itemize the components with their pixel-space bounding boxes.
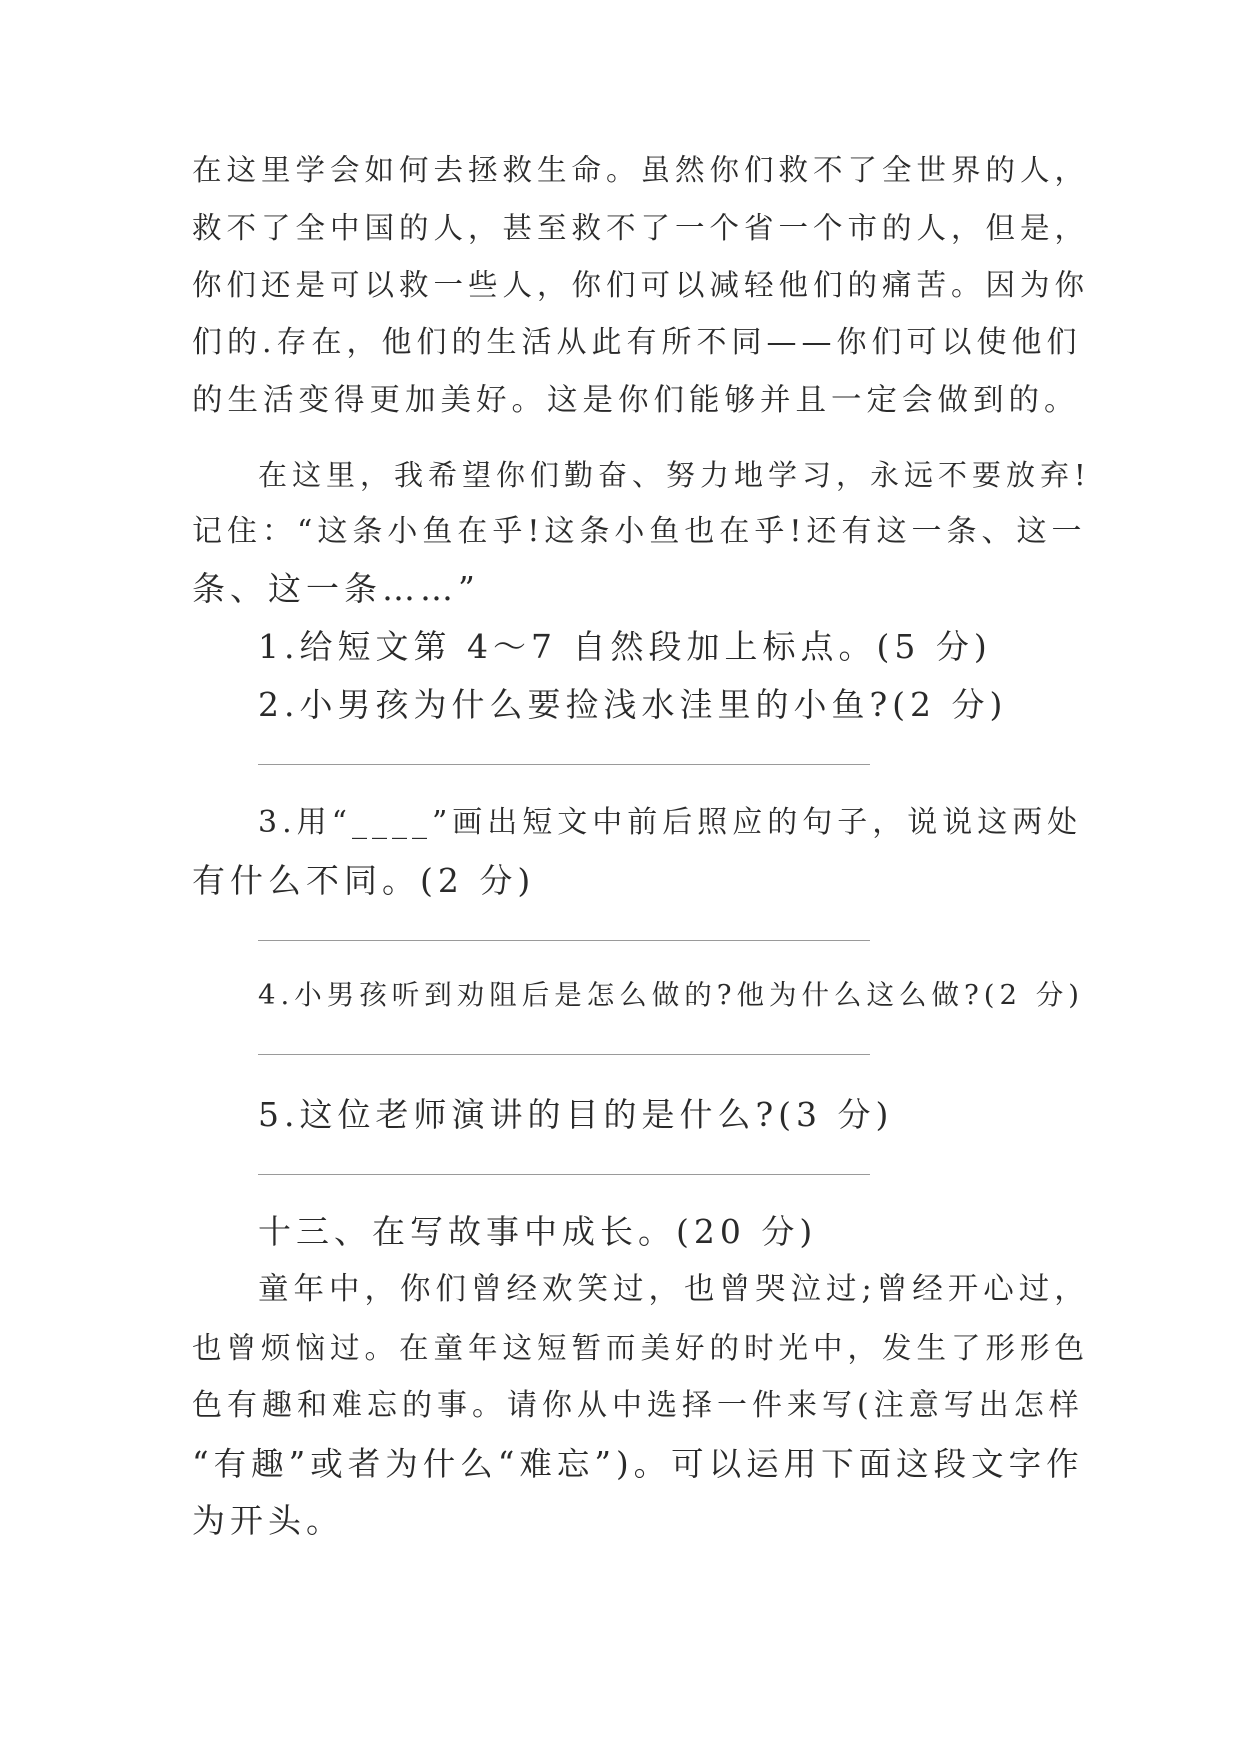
question-2: 2.小男孩为什么要捡浅水洼里的小鱼?(2 分) — [258, 685, 1008, 724]
section-13-line-1: 童年中，你们曾经欢笑过，也曾哭泣过;曾经开心过， — [258, 1272, 1090, 1307]
passage-line-1: 在这里学会如何去拯救生命。虽然你们救不了全世界的人， — [192, 153, 1090, 187]
closing-line-2: 记住：“这条小鱼在乎!这条小鱼也在乎!还有这一条、这一 — [192, 514, 1087, 549]
question-5: 5.这位老师演讲的目的是什么?(3 分) — [258, 1095, 894, 1134]
answer-line-q5[interactable] — [258, 1174, 870, 1175]
answer-line-q2[interactable] — [258, 764, 870, 765]
section-13-line-4: “有趣”或者为什么“难忘”)。可以运用下面这段文字作 — [192, 1445, 1084, 1483]
section-13-line-2: 也曾烦恼过。在童年这短暂而美好的时光中，发生了形形色 — [192, 1331, 1090, 1365]
passage-line-5: 的生活变得更加美好。这是你们能够并且一定会做到的。 — [192, 383, 1080, 418]
answer-line-q3[interactable] — [258, 940, 870, 941]
passage-line-3: 你们还是可以救一些人，你们可以减轻他们的痛苦。因为你 — [192, 268, 1090, 302]
question-1: 1.给短文第 4～7 自然段加上标点。(5 分) — [258, 627, 992, 666]
closing-line-1: 在这里，我希望你们勤奋、努力地学习，永远不要放弃! — [258, 458, 1091, 492]
answer-line-q4[interactable] — [258, 1054, 870, 1055]
passage-line-4: 们的.存在，他们的生活从此有所不同——你们可以使他们 — [192, 325, 1082, 360]
question-3-line-2: 有什么不同。(2 分) — [192, 861, 536, 900]
question-4: 4.小男孩听到劝阻后是怎么做的?他为什么这么做?(2 分) — [258, 979, 1084, 1011]
question-3-line-1: 3.用“____”画出短文中前后照应的句子，说说这两处 — [258, 805, 1083, 840]
section-13-heading: 十三、在写故事中成长。(20 分) — [258, 1212, 818, 1251]
passage-line-2: 救不了全中国的人，甚至救不了一个省一个市的人，但是， — [192, 211, 1090, 245]
section-13-line-5: 为开头。 — [192, 1501, 344, 1540]
section-13-line-3: 色有趣和难忘的事。请你从中选择一件来写(注意写出怎样 — [192, 1388, 1084, 1423]
closing-line-3: 条、这一条……” — [192, 569, 480, 608]
